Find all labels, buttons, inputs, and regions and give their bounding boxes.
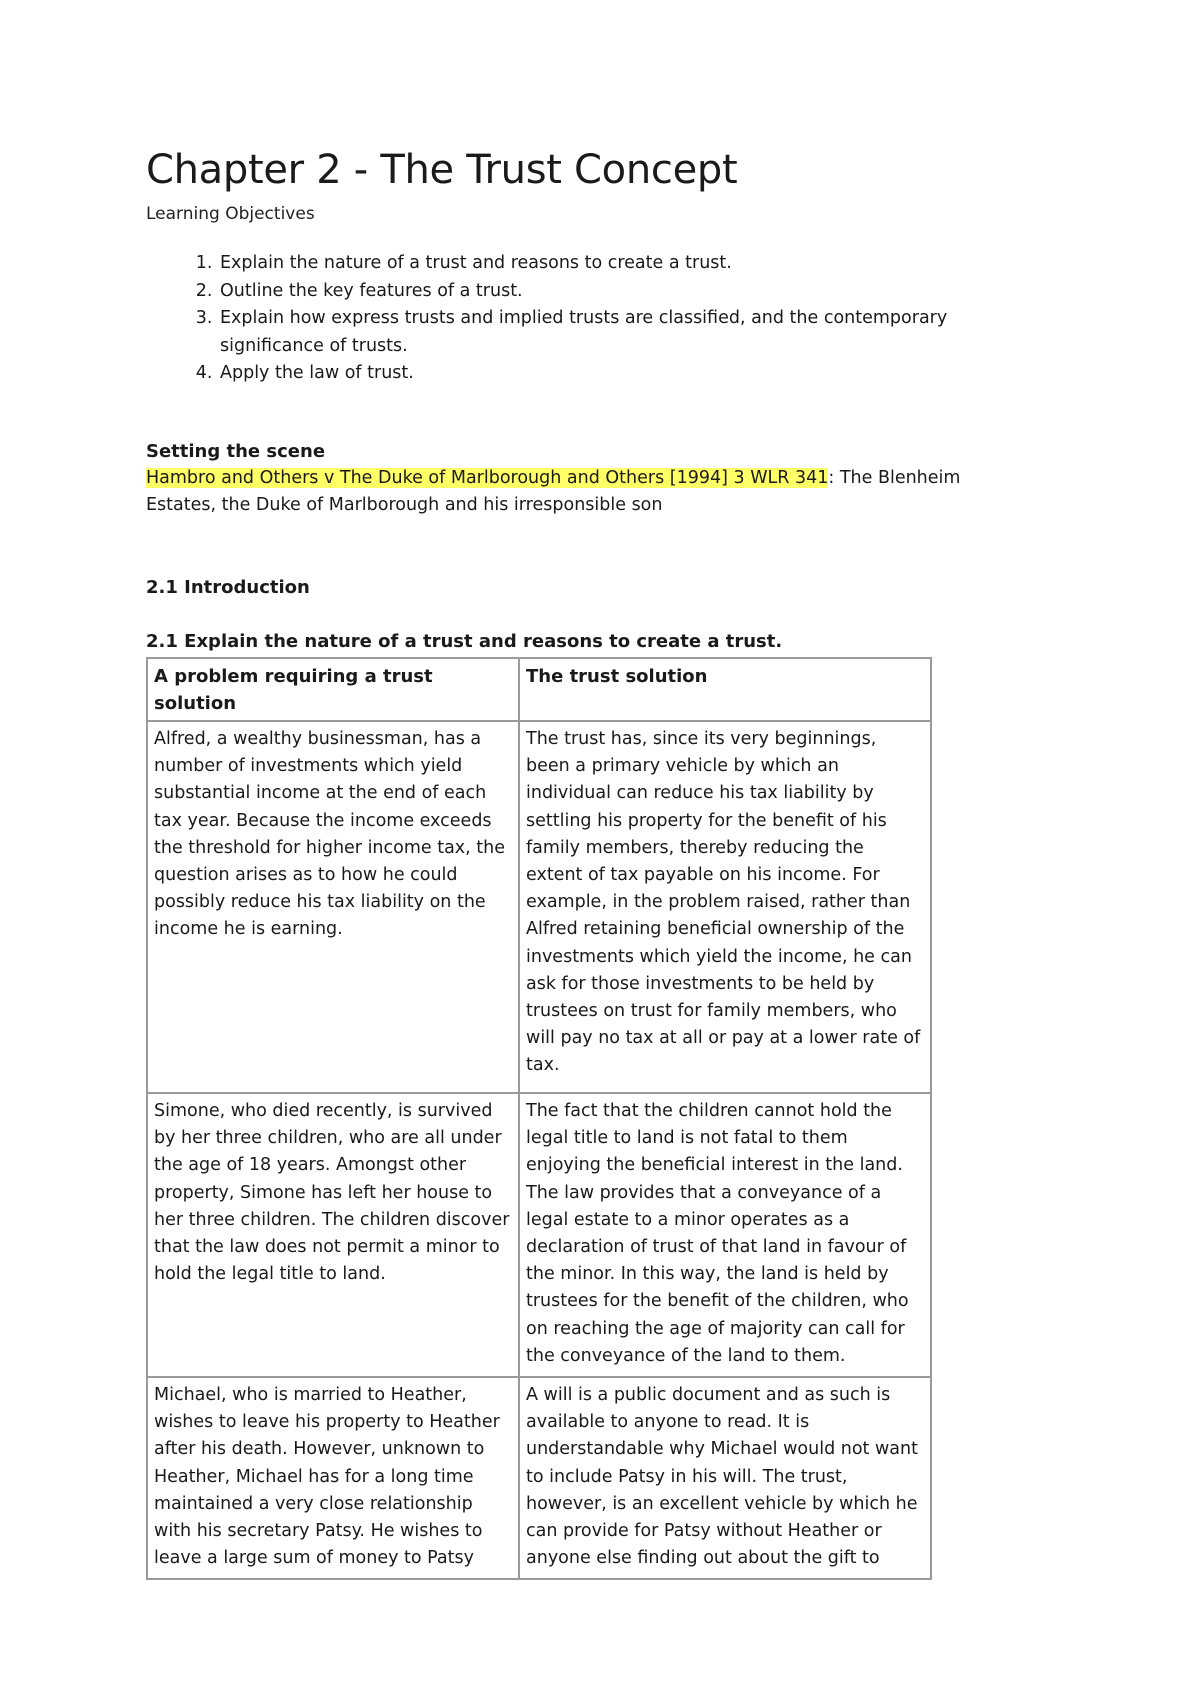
problem-cell: Michael, who is married to Heather, wishes to leave his property to Heather after his death. However, unknown to Heather, Michael has for a long time maintained a very close relationship with his secretary Patsy. He wishes to leave a large sum of money to Patsy: [147, 1377, 519, 1579]
objective-item: 2. Outline the key features of a trust.: [218, 278, 1006, 306]
objectives-list: [146, 250, 1006, 388]
solution-cell: A will is a public document and as such is available to anyone to read. It is understandable why Michael would not want to include Patsy in his will. The trust, however, is an excellent vehicle by which he can provide for Patsy without Heather or anyone else finding out about the gift to: [519, 1377, 931, 1579]
case-citation: Hambro and Others v The Duke of Marlborough and Others [1994] 3 WLR 341: [146, 467, 829, 488]
learning-objectives-label: Learning Objectives: [146, 204, 315, 224]
column-header-solution: The trust solution: [519, 658, 931, 721]
problem-cell: Simone, who died recently, is survived by her three children, who are all under the age of 18 years. Amongst other property, Simone has left her house to her three children. The children discover that the law does not permit a minor to hold the legal title to land.: [147, 1093, 519, 1377]
objective-item: 4. Apply the law of trust.: [218, 360, 1006, 388]
document-page: [146, 140, 1006, 1580]
chapter-title: Chapter 2 - The Trust Concept: [146, 147, 738, 193]
introduction-heading: 2.1 Introduction: [146, 576, 310, 598]
problem-cell: Alfred, a wealthy businessman, has a number of investments which yield substantial income at the end of each tax year. Because the income exceeds the threshold for higher income tax, the question arises as to how he could possibly reduce his tax liability on the income he is earning.: [147, 721, 519, 1093]
table-row: [147, 721, 931, 1093]
trust-problem-solution-table: [146, 657, 932, 1581]
table-header-row: [147, 658, 931, 721]
solution-cell: The trust has, since its very beginnings, been a primary vehicle by which an individual can reduce his tax liability by settling his property for the benefit of his family members, thereby reducing the extent of tax payable on his income. For example, in the problem raised, rather than Alfred retaining beneficial ownership of the investments which yield the income, he can ask for those investments to be held by trustees on trust for family members, who will pay no tax at all or pay at a lower rate of tax.: [519, 721, 931, 1093]
table-row: [147, 1093, 931, 1377]
objective-item: 1. Explain the nature of a trust and reasons to create a trust.: [218, 250, 1006, 278]
explain-heading: 2.1 Explain the nature of a trust and reasons to create a trust.: [146, 630, 783, 652]
setting-scene-heading: Setting the scene: [146, 440, 326, 462]
objective-item: 3. Explain how express trusts and implied trusts are classified, and the contemporary significance of trusts.: [218, 305, 1006, 360]
solution-cell: The fact that the children cannot hold the legal title to land is not fatal to them enjoying the beneficial interest in the land. The law provides that a conveyance of a legal estate to a minor operates as a declaration of trust of that land in favour of the minor. In this way, the land is held by trustees for the benefit of the children, who on reaching the age of majority can call for the conveyance of the land to them.: [519, 1093, 931, 1377]
setting-scene-text: [146, 465, 1006, 519]
table-row: [147, 1377, 931, 1579]
case-description: : The Blenheim Estates, the Duke of Marlborough and his irresponsible son: [146, 467, 961, 515]
column-header-problem: A problem requiring a trust solution: [147, 658, 519, 721]
